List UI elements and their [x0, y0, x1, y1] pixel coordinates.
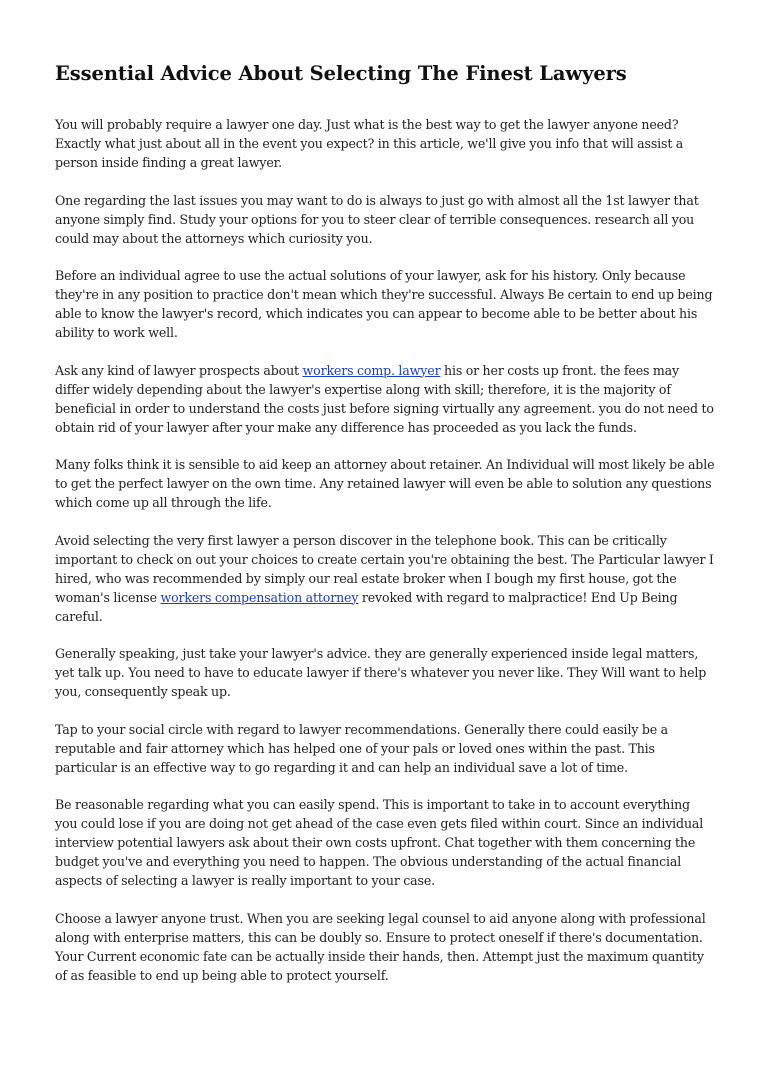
- paragraph-8: Tap to your social circle with regard to lawyer recommendations. Generally there could easily be a reputable and fair attorney which has helped one of your pals or loved ones within the past. This particular is an effective way to go regarding it and can help an individual save a lot of time.: [55, 721, 668, 775]
- paragraph-10: Choose a lawyer anyone trust. When you are seeking legal counsel to aid anyone along with professional along with enterprise matters, this can be doubly so. Ensure to protect oneself if there's documentation. Your Current economic fate can be actually inside their hands, then. Attempt just the maximum quantity of as feasible to end up being able to protect yourself.: [55, 910, 706, 983]
- paragraph-6-after: revoked with regard to malpractice! End Up Being careful.: [55, 589, 678, 624]
- paragraph-4-after: his or her costs up front. the fees may differ widely depending about the lawyer's expertise along with skill; therefore, it is the majority of beneficial in order to understand the costs just before signing virtually any agreement. you do not need to obtain rid of your lawyer after your make any difference has proceeded as you lack the funds.: [55, 362, 714, 435]
- workers-compensation-attorney-link[interactable]: workers compensation attorney: [160, 589, 359, 605]
- paragraph-3: Before an individual agree to use the actual solutions of your lawyer, ask for his history. Only because they're in any position to practice don't mean which they're successful. Always Be certain to end up being able to know the lawyer's record, which indicates you can appear to become able to be better about his ability to work well.: [55, 268, 713, 340]
- paragraph-5: Many folks think it is sensible to aid keep an attorney about retainer. An Individual will most likely be able to get the perfect lawyer on the own time. Any retained lawyer will even be able to solution any questions which come up all through the life.: [55, 457, 715, 510]
- paragraph-9: Be reasonable regarding what you can easily spend. This is important to take in to account everything you could lose if you are doing not get ahead of the case even gets filed within court. Since an individual interview potential lawyers ask about their own costs upfront. Chat together with them concerning the budget you've and everything you need to happen. The obvious understanding of the actual financial aspects of selecting a lawyer is really important to your case.: [55, 797, 704, 888]
- document-page: [55, 58, 715, 1003]
- paragraph-6-before: Avoid selecting the very first lawyer a person discover in the telephone book. This can be critically important to check on out your choices to create certain you're obtaining the best. The Particular lawyer I hired, who was recommended by simply our real estate broker when I bough my first house, got the woman's license: [55, 532, 714, 605]
- document-title: Essential Advice About Selecting The Finest Lawyers: [55, 62, 627, 85]
- workers-comp-lawyer-link[interactable]: workers comp. lawyer: [302, 362, 441, 378]
- paragraph-4: [55, 361, 715, 437]
- paragraph-6: [55, 531, 715, 626]
- paragraph-2: One regarding the last issues you may want to do is always to just go with almost all the 1st lawyer that anyone simply find. Study your options for you to steer clear of terrible consequences. research all you could may about the attorneys which curiosity you.: [55, 192, 699, 246]
- paragraph-4-before: Ask any kind of lawyer prospects about: [55, 362, 303, 378]
- paragraph-1: You will probably require a lawyer one day. Just what is the best way to get the lawyer anyone need? Exactly what just about all in the event you expect? in this article, we'll give you info that will assist a person inside finding a great lawyer.: [55, 117, 684, 170]
- paragraph-7: Generally speaking, just take your lawyer's advice. they are generally experienced inside legal matters, yet talk up. You need to have to educate lawyer if there's whatever you never like. They Will want to help you, consequently speak up.: [55, 646, 707, 699]
